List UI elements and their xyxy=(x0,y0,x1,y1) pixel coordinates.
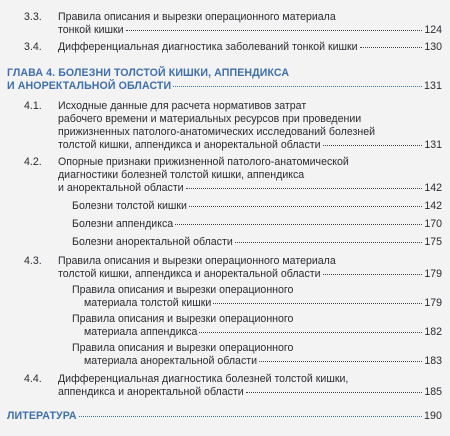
page-number: 185 xyxy=(424,386,442,398)
page-number: 142 xyxy=(424,182,442,194)
entry-line: рабочего времени и материальных ресурсов при проведении xyxy=(58,113,362,125)
dot-leader xyxy=(79,416,422,417)
dot-leader xyxy=(175,224,422,225)
page-number: 182 xyxy=(424,326,442,338)
entry-title-last: толстой кишки, аппендикса и аноректальной области xyxy=(58,268,321,280)
dot-leader xyxy=(173,86,422,87)
section-number: 4.4. xyxy=(24,373,42,385)
chapter-title-last: ЛИТЕРАТУРА xyxy=(7,410,77,422)
section-number: 3.4. xyxy=(24,41,42,53)
entry-line: прижизненных патолого-анатомических исследований болезней xyxy=(58,126,375,138)
dot-leader xyxy=(189,206,422,207)
entry-title-last: тонкой кишки xyxy=(58,24,124,36)
entry-line: Правила описания и вырезки операционного материала xyxy=(58,11,336,23)
entry-title-last: Дифференциальная диагностика заболеваний тонкой кишки xyxy=(58,41,358,53)
entry-title-last: и аноректальной области xyxy=(58,182,184,194)
entry-line: Правила описания и вырезки операционного xyxy=(72,284,294,296)
dot-leader xyxy=(213,303,422,304)
dot-leader xyxy=(360,47,423,48)
dot-leader xyxy=(246,392,423,393)
chapter-title-line: ГЛАВА 4. БОЛЕЗНИ ТОЛСТОЙ КИШКИ, АППЕНДИКСА xyxy=(7,67,290,79)
page-number: 131 xyxy=(424,139,442,151)
section-number: 4.1. xyxy=(24,100,42,112)
page-number: 175 xyxy=(424,236,442,248)
entry-title-last: аппендикса и аноректальной области xyxy=(58,386,244,398)
dot-leader xyxy=(323,274,423,275)
dot-leader xyxy=(199,332,422,333)
entry-line: Правила описания и вырезки операционного xyxy=(72,313,294,325)
entry-title-last: Болезни аноректальной области xyxy=(72,236,233,248)
entry-line: Правила описания и вырезки операционного материала xyxy=(58,255,336,267)
entry-title-last: Болезни аппендикса xyxy=(72,218,174,230)
entry-line: Правила описания и вырезки операционного xyxy=(72,342,294,354)
entry-title-last: толстой кишки, аппендикса и аноректальной области xyxy=(58,139,321,151)
section-number: 4.3. xyxy=(24,255,42,267)
dot-leader xyxy=(259,361,422,362)
section-number: 3.3. xyxy=(24,11,42,23)
dot-leader xyxy=(186,188,423,189)
page-number: 170 xyxy=(424,218,442,230)
dot-leader xyxy=(126,30,423,31)
dot-leader xyxy=(323,145,423,146)
entry-title-last: Болезни толстой кишки xyxy=(72,200,187,212)
page-number: 179 xyxy=(424,268,442,280)
entry-title-last: материала аппендикса xyxy=(84,326,198,338)
page-number: 183 xyxy=(424,355,442,367)
page-number: 179 xyxy=(424,297,442,309)
entry-line: Дифференциальная диагностика болезней толстой кишки, xyxy=(58,373,349,385)
entry-line: Опорные признаки прижизненной патолого-анатомической xyxy=(58,156,349,168)
entry-line: Исходные данные для расчета нормативов затрат xyxy=(58,100,307,112)
chapter-title-last: И АНОРЕКТАЛЬНОЙ ОБЛАСТИ xyxy=(7,80,172,92)
page-number: 142 xyxy=(424,200,442,212)
page-number: 190 xyxy=(424,410,442,422)
section-number: 4.2. xyxy=(24,156,42,168)
page-number: 131 xyxy=(424,80,442,92)
entry-title-last: материала аноректальной области xyxy=(84,355,258,367)
page-number: 124 xyxy=(424,24,442,36)
page-number: 130 xyxy=(424,41,442,53)
entry-line: диагностики болезней толстой кишки, аппендикса xyxy=(58,169,305,181)
dot-leader xyxy=(235,242,423,243)
entry-title-last: материала толстой кишки xyxy=(84,297,212,309)
